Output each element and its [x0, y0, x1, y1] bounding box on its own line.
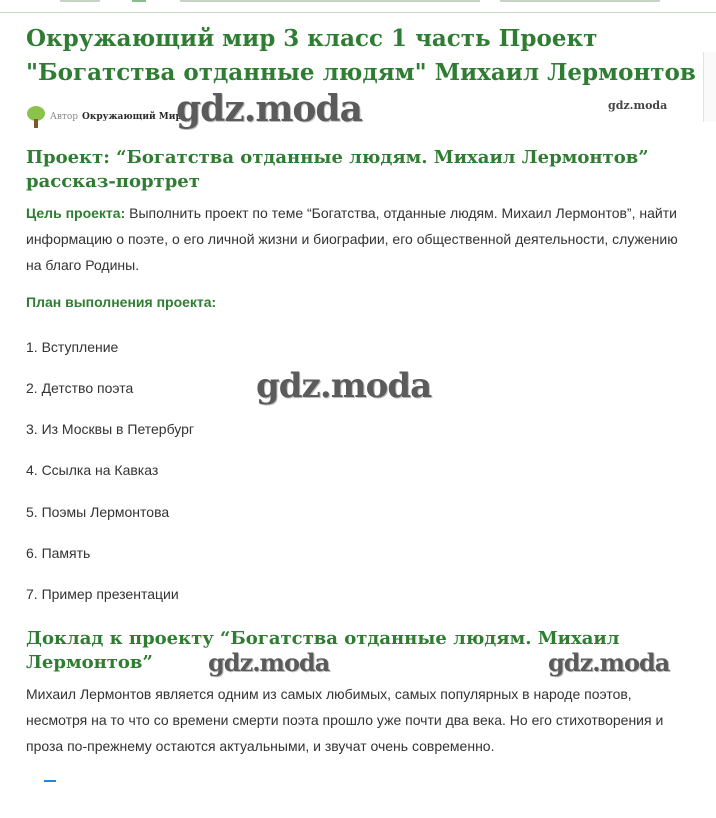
plan-item: 4. Ссылка на Кавказ	[26, 462, 159, 478]
section-heading-report: Доклад к проекту “Богатства отданные людям. Михаил Лермонтов”	[26, 628, 620, 673]
author-label: Автор	[50, 112, 79, 122]
top-strip-fragment	[500, 0, 660, 2]
plan-item: 7. Пример презентации	[26, 586, 179, 602]
plan-item: 2. Детство поэта	[26, 380, 134, 396]
plan-item: 1. Вступление	[26, 339, 119, 355]
top-strip-fragment	[60, 0, 100, 2]
link-underline[interactable]	[44, 780, 56, 782]
project-goal	[26, 200, 690, 278]
sidebar-edge	[703, 52, 716, 122]
plan-item: 5. Поэмы Лермонтова	[26, 504, 170, 520]
watermark-small: gdz.moda	[608, 99, 668, 112]
section-heading-project: Проект: “Богатства отданные людям. Михаил Лермонтов” рассказ-портрет	[26, 147, 649, 192]
author-link[interactable]: Окружающий Мир	[82, 112, 182, 122]
watermark: gdz.moda	[548, 648, 670, 677]
report-text: Михаил Лермонтов является одним из самых любимых, самых популярных в народе поэтов, несмотря на то что со времени смерти поэта прошло уже почти два века. Но его стихотворения и проза по-прежнему остаются актуальными, и звучат очень современно.	[26, 686, 664, 754]
watermark: gdz.moda	[256, 366, 432, 406]
top-strip-fragment	[132, 0, 146, 2]
top-strip-fragment	[180, 0, 480, 2]
watermark: gdz.moda	[208, 648, 330, 677]
goal-label: Цель проекта:	[26, 205, 126, 221]
plan-item: 6. Память	[26, 545, 91, 561]
top-strip	[0, 0, 716, 13]
tree-icon	[26, 106, 46, 128]
plan-item: 3. Из Москвы в Петербург	[26, 421, 195, 437]
watermark: gdz.moda	[176, 88, 362, 130]
plan-title: План выполнения проекта:	[26, 294, 217, 310]
author-meta	[26, 106, 182, 128]
page-title: Окружающий мир 3 класс 1 часть Проект "Богатства отданные людям" Михаил Лермонтов	[26, 25, 696, 86]
goal-text: Выполнить проект по теме “Богатства, отданные людям. Михаил Лермонтов”, найти информацию о поэте, о его личной жизни и биографии, его общественной деятельности, служению на благо Родины.	[26, 205, 678, 273]
